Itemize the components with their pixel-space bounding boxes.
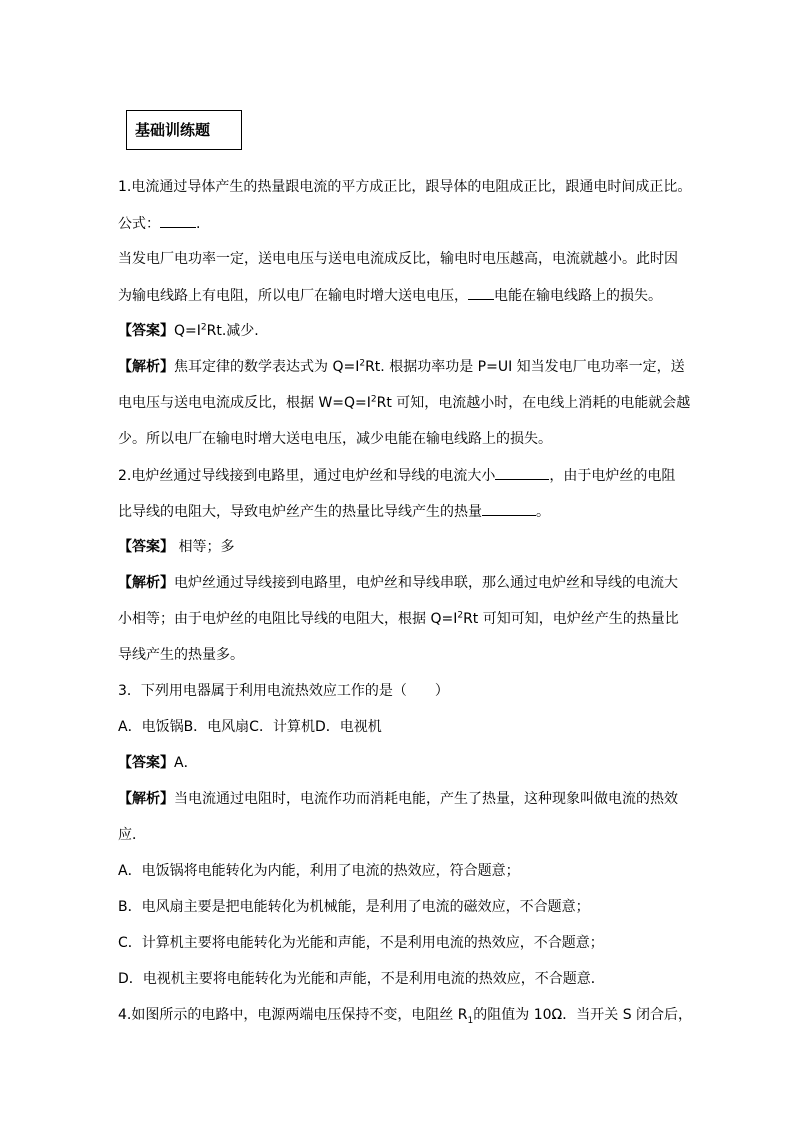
squared-superscript: 2: [200, 322, 207, 333]
q1-line-3: 当发电厂电功率一定，送电电压与送电电流成反比，输电时电压越高，电流就越小。此时因: [118, 251, 678, 267]
squared-superscript: 2: [370, 394, 377, 405]
q1-line-4: [118, 285, 662, 305]
q1-analysis-1: [118, 357, 685, 377]
q3-answer: [118, 753, 198, 773]
q3-analysis-1-text: 当电流通过电阻时，电流作功而消耗电能，产生了热量，这种现象叫做电流的热效: [174, 791, 678, 807]
q4-line-1a: 4.如图所示的电路中，电源两端电压保持不变，电阻丝 R: [118, 1007, 468, 1023]
q1-line-1: 1.电流通过导体产生的热量跟电流的平方成正比，跟导体的电阻成正比，跟通电时间成正比。: [118, 179, 692, 195]
squared-superscript: 2: [359, 358, 366, 369]
q3-analysis-1: [118, 789, 678, 809]
analysis-label: 【解析】: [118, 359, 174, 375]
q1-analysis-2: [118, 393, 690, 413]
q2-analysis-1: [118, 573, 678, 593]
q1-analysis-3: 少。所以电厂在输电时增大送电电压，减少电能在输电线路上的损失。: [118, 431, 552, 447]
answer-label: 【答案】: [118, 539, 174, 555]
q4-line-1b: 的阻值为 10Ω．当开关 S 闭合后，: [473, 1007, 693, 1023]
q3-option-d-explanation: D．电视机主要将电能转化为光能和声能，不是利用电流的热效应，不合题意．: [118, 971, 605, 987]
q2-line-1-suffix: ，由于电炉丝的电阻: [549, 468, 676, 484]
q1-line-4-suffix: 电能在输电线路上的损失。: [494, 288, 662, 304]
q3-option-a-explanation: A．电饭锅将电能转化为内能，利用了电流的热效应，符合题意；: [118, 863, 520, 879]
q3-answer-text: A．: [174, 755, 198, 771]
answer-label: 【答案】: [118, 755, 174, 771]
q1-line-4-prefix: 为输电线路上有电阻，所以电厂在输电时增大送电电压，: [118, 288, 468, 304]
q3-option-b-explanation: B．电风扇主要是把电能转化为机械能，是利用了电流的磁效应，不合题意；: [118, 899, 590, 915]
q1-analysis-1b: Rt. 根据功率功是 P=UI 知当发电厂电功率一定，送: [365, 359, 685, 375]
analysis-label: 【解析】: [118, 575, 174, 591]
analysis-label: 【解析】: [118, 791, 174, 807]
q1-analysis-2b: Rt 可知，电流越小时，在电线上消耗的电能就会越: [376, 395, 691, 411]
q1-analysis-2a: 电电压与送电电流成反比，根据 W=Q=I: [118, 395, 371, 411]
q2-analysis-3: 导线产生的热量多。: [118, 647, 244, 663]
q1-formula-blank: [160, 213, 196, 228]
q2-analysis-1-text: 电炉丝通过导线接到电路里，电炉丝和导线串联，那么通过电炉丝和导线的电流大: [174, 575, 678, 591]
q2-line-1: [118, 465, 675, 485]
q2-blank-2: [482, 501, 536, 516]
q3-stem: 3．下列用电器属于利用电流热效应工作的是（ ）: [118, 683, 449, 699]
q1-answer-b: Rt.减少.: [206, 323, 259, 339]
q2-analysis-2a: 小相等；由于电炉丝的电阻比导线的电阻大，根据 Q=I: [118, 611, 458, 627]
q1-analysis-1a: 焦耳定律的数学表达式为 Q=I: [174, 359, 360, 375]
q1-formula-prefix: 公式：: [118, 216, 160, 232]
q1-formula-suffix: .: [196, 216, 201, 232]
answer-label: 【答案】: [118, 323, 174, 339]
q2-blank-1: [495, 465, 549, 480]
q2-line-1-prefix: 2.电炉丝通过导线接到电路里，通过电炉丝和导线的电流大小: [118, 468, 496, 484]
q2-answer-text: 相等；多: [174, 539, 235, 555]
squared-superscript: 2: [457, 610, 464, 621]
q1-answer-a: Q=I: [174, 323, 201, 339]
q2-line-2: [118, 501, 550, 521]
q3-analysis-2: 应．: [118, 827, 146, 843]
q2-analysis-2: [118, 609, 679, 629]
section-title: 基础训练题: [126, 110, 242, 150]
q2-analysis-2b: Rt 可知可知，电炉丝产生的热量比: [463, 611, 679, 627]
q1-answer: [118, 321, 259, 341]
q1-formula-line: [118, 213, 200, 233]
q2-line-2-prefix: 比导线的电阻大，导致电炉丝产生的热量比导线产生的热量: [118, 504, 482, 520]
q2-answer: [118, 537, 234, 557]
q3-option-c-explanation: C．计算机主要将电能转化为光能和声能，不是利用电流的热效应，不合题意；: [118, 935, 604, 951]
q2-line-2-suffix: 。: [536, 504, 550, 520]
r1-subscript: 1: [467, 1015, 474, 1026]
q1-line-4-blank: [468, 285, 494, 300]
q3-options: A．电饭锅B．电风扇C．计算机D．电视机: [118, 719, 382, 735]
q4-line-1: [118, 1005, 692, 1025]
